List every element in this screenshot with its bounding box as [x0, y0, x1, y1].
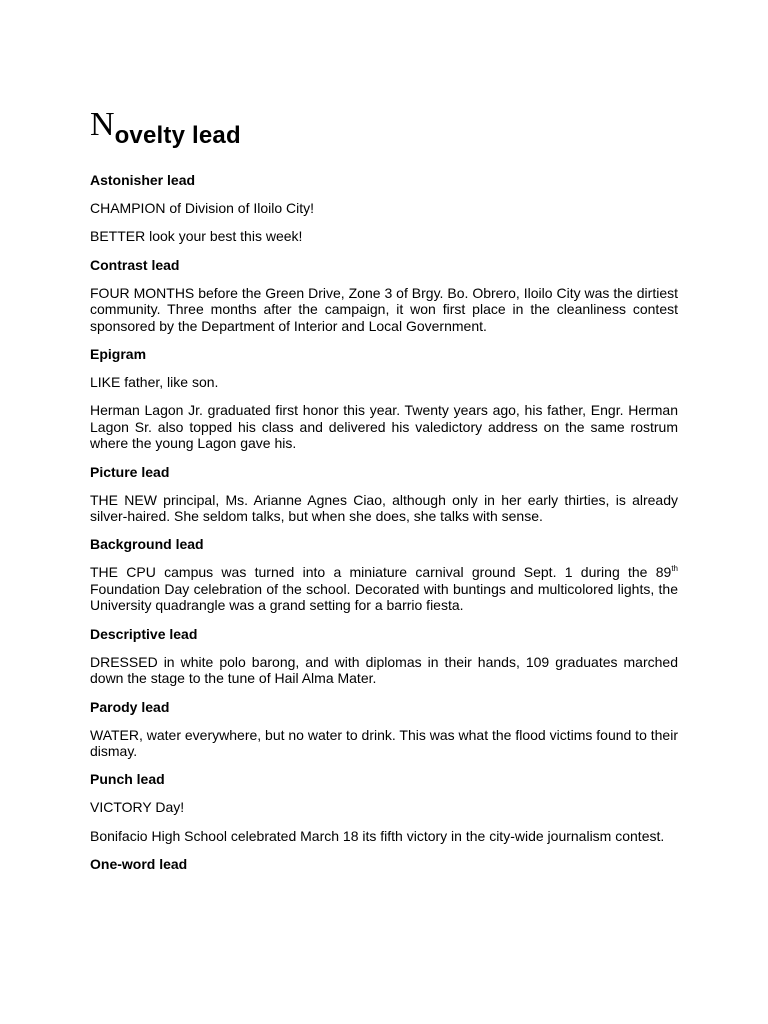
text-run: THE CPU campus was turned into a miniature carnival ground Sept. 1 during the 89	[90, 564, 672, 581]
paragraph: LIKE father, like son.	[90, 374, 219, 391]
paragraph: FOUR MONTHS before the Green Drive, Zone 3 of Brgy. Bo. Obrero, Iloilo City was the dirtiest community. Three months after the campaign, it won first place in the cleanliness contest sponsored by the Department of Interior and Local Government.	[90, 284, 678, 334]
section-heading-epigram: Epigram	[90, 346, 147, 363]
paragraph-with-superscript	[90, 564, 678, 613]
section-heading-contrast: Contrast lead	[90, 256, 180, 273]
section-heading-punch: Punch lead	[90, 771, 165, 788]
section-heading-astonisher: Astonisher lead	[90, 172, 196, 188]
title-rest: ovelty lead	[114, 122, 241, 149]
section-heading-picture: Picture lead	[90, 463, 170, 480]
paragraph: Herman Lagon Jr. graduated first honor this year. Twenty years ago, his father, Engr. Herman Lagon Sr. also topped his class and delivered his valedictory address on the same rostrum where the young Lagon gave his.	[90, 402, 678, 452]
paragraph: THE NEW principal, Ms. Arianne Agnes Ciao, although only in her early thirties, is already silver-haired. She seldom talks, but when she does, she talks with sense.	[90, 491, 678, 525]
text-run: Foundation Day celebration of the school. Decorated with buntings and multicolored lights, the University quadrangle was a grand setting for a barrio fiesta.	[90, 580, 678, 614]
title-initial: N	[90, 106, 115, 143]
section-heading-background: Background lead	[90, 536, 204, 553]
ordinal-superscript: th	[671, 564, 678, 574]
section-heading-parody: Parody lead	[90, 698, 170, 715]
page-title	[90, 106, 678, 149]
paragraph: CHAMPION of Division of Iloilo City!	[90, 200, 315, 216]
section-heading-one-word: One-word lead	[90, 856, 188, 873]
paragraph: WATER, water everywhere, but no water to drink. This was what the flood victims found to their dismay.	[90, 726, 678, 759]
paragraph: Bonifacio High School celebrated March 18 its fifth victory in the city-wide journalism contest.	[90, 827, 665, 844]
paragraph: BETTER look your best this week!	[90, 228, 303, 245]
paragraph: DRESSED in white polo barong, and with diplomas in their hands, 109 graduates marched down the stage to the tune of Hail Alma Mater.	[90, 653, 678, 687]
paragraph: VICTORY Day!	[90, 799, 185, 816]
section-heading-descriptive: Descriptive lead	[90, 625, 198, 642]
document-page	[90, 108, 678, 884]
